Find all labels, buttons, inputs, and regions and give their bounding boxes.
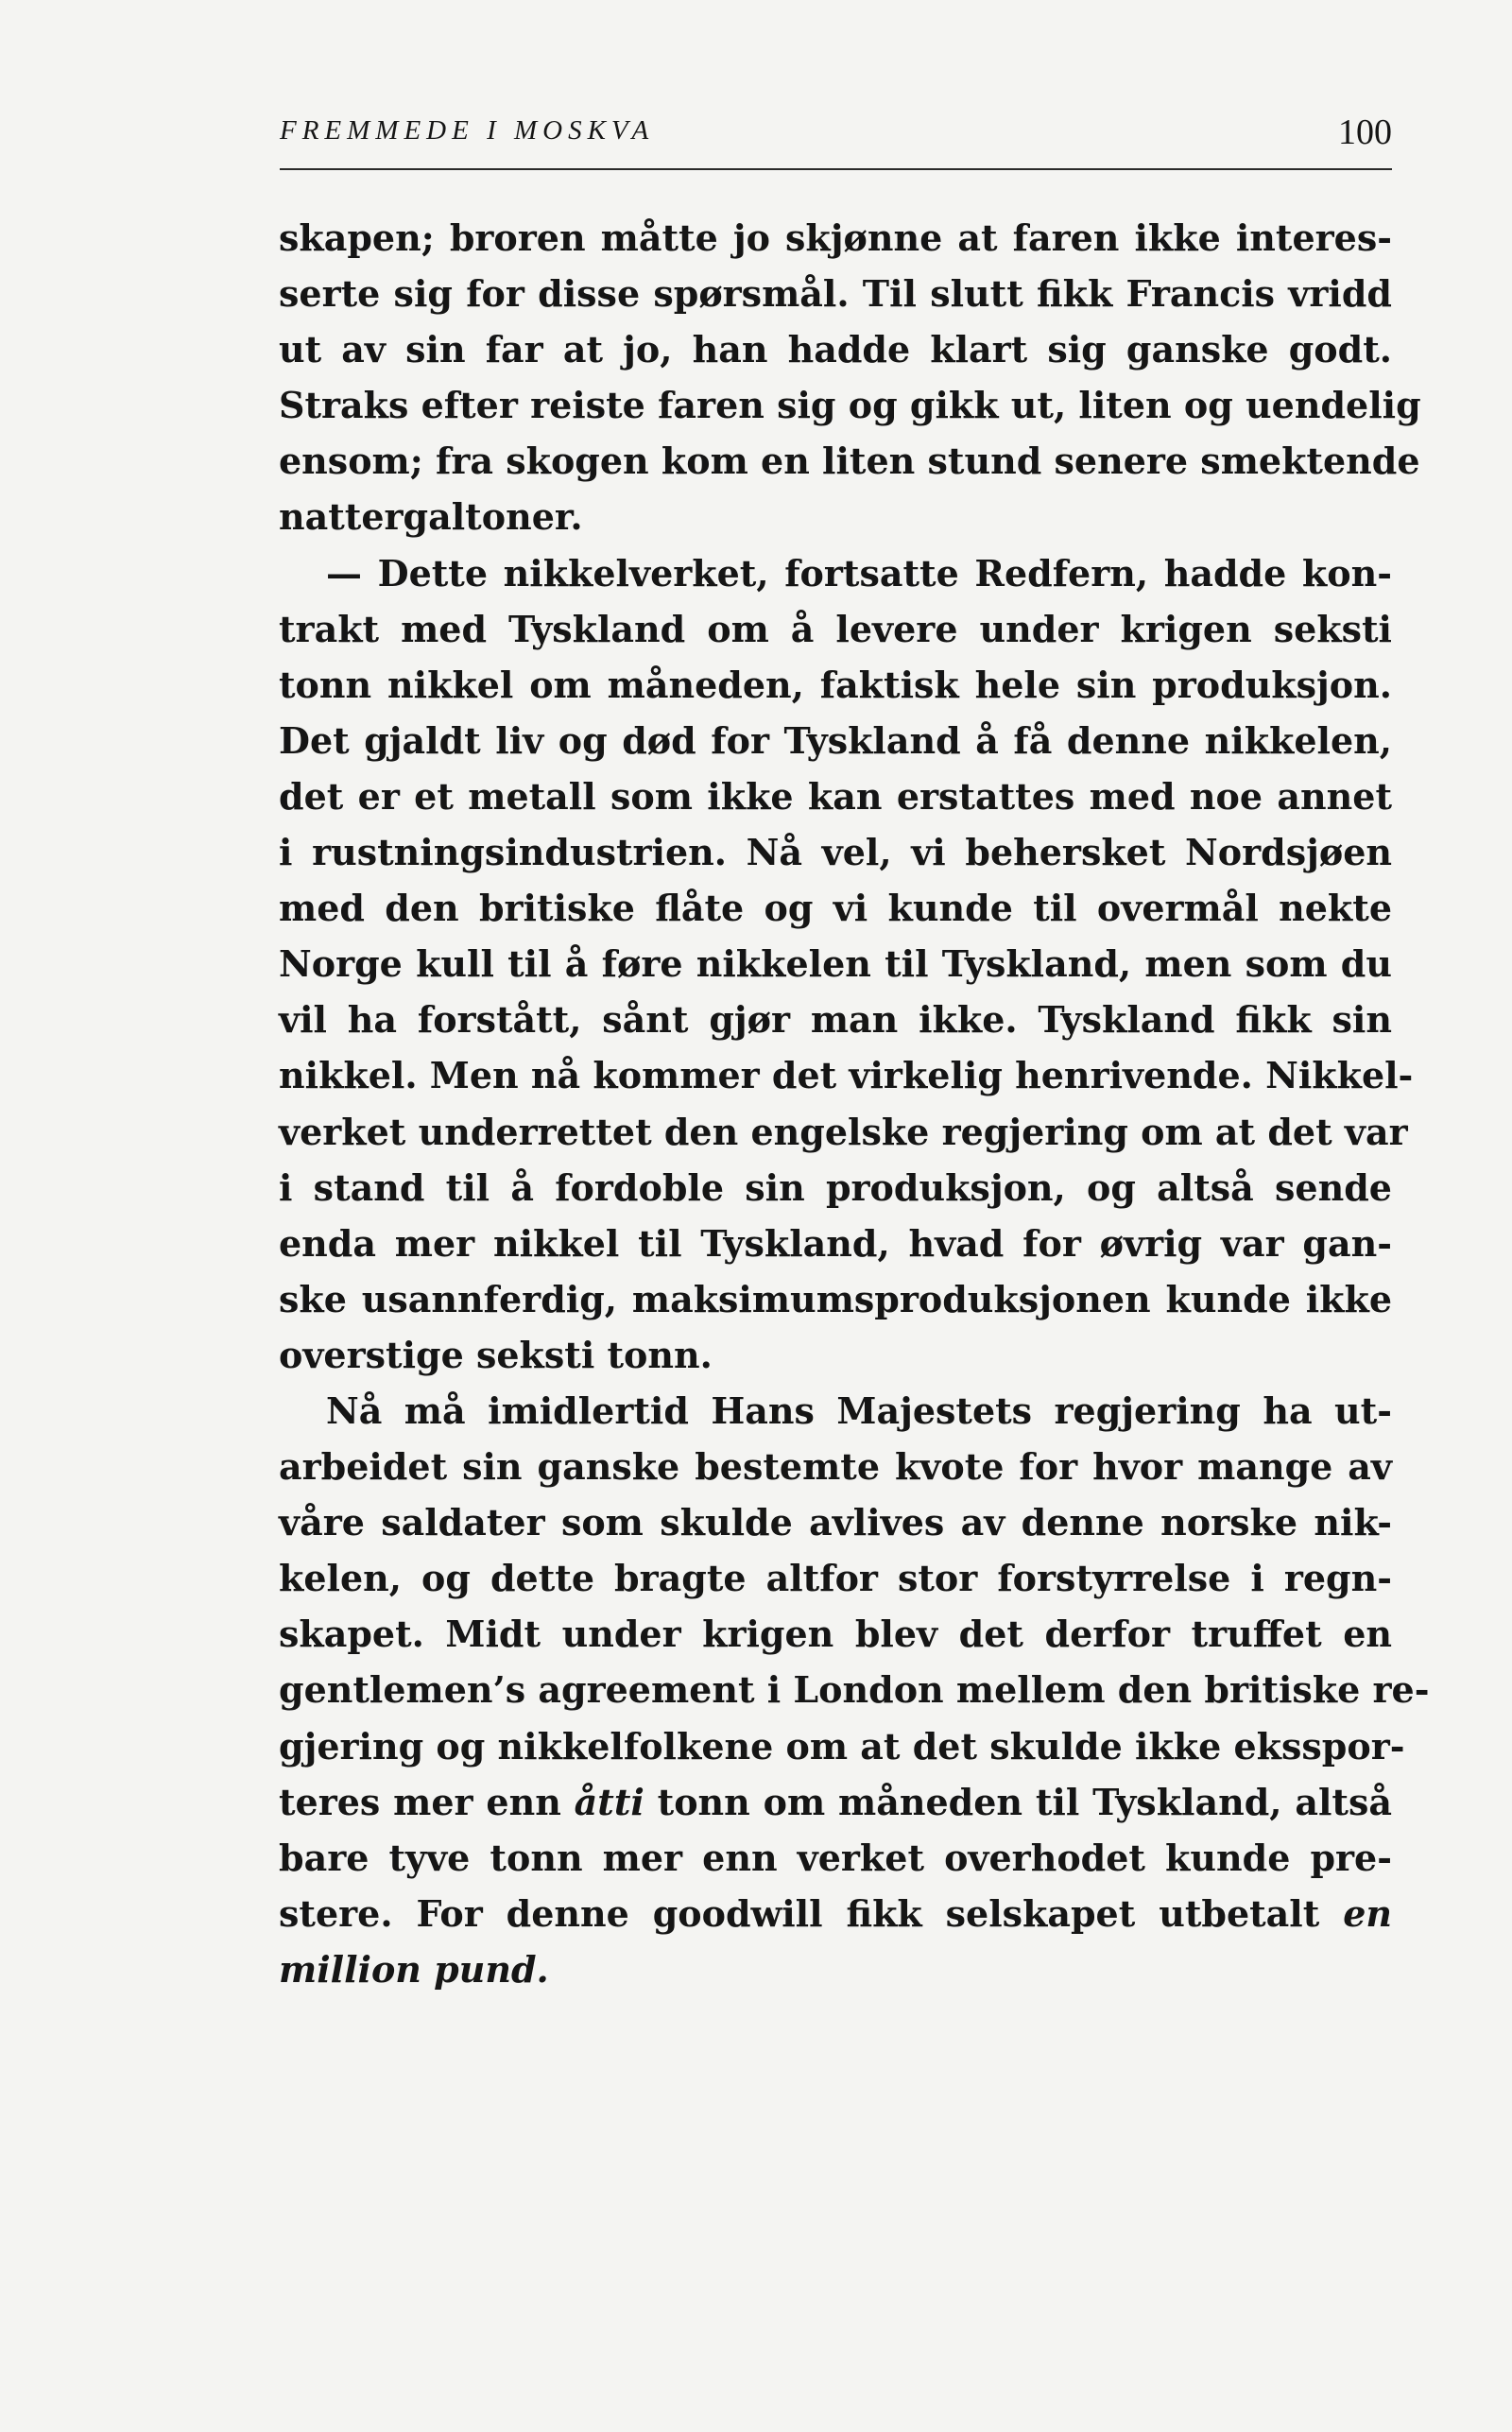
paragraph-1: [279, 210, 1421, 545]
text-line: [279, 1886, 1392, 1941]
text-line: ske usannferdig, maksimumsproduksjonen kunde ikke: [279, 1277, 1392, 1320]
running-title: FREMMEDE I MOSKVA: [280, 115, 655, 146]
text-line: [279, 1774, 1392, 1830]
text-line: vil ha forstått, sånt gjør man ikke. Tyskland fikk sin: [279, 998, 1392, 1042]
text-line: Det gjaldt liv og død for Tyskland å få denne nikkelen,: [279, 718, 1392, 762]
text-line: verket underrettet den engelske regjering om at det var: [279, 1110, 1408, 1153]
text-line: gjering og nikkelfolkene om at det skulde ikke eksspor-: [279, 1724, 1405, 1768]
text-line: overstige seksti tonn.: [279, 1333, 713, 1376]
body-text: [279, 210, 1430, 1997]
text-line: gentlemen’s agreement i London mellem den britiske re-: [279, 1668, 1430, 1712]
text-line: serte sig for disse spørsmål. Til slutt fikk Francis vridd: [279, 272, 1392, 316]
text-line: i stand til å fordoble sin produksjon, og altså sende: [279, 1165, 1392, 1209]
text-line: arbeidet sin ganske bestemte kvote for hvor mange av: [279, 1445, 1392, 1489]
page-number: 100: [1338, 112, 1392, 152]
text-line: våre saldater som skulde avlives av denne norske nik-: [279, 1501, 1392, 1544]
text-segment: teres mer enn: [279, 1780, 575, 1823]
text-line: bare tyve tonn mer enn verket overhodet kunde pre-: [279, 1836, 1392, 1879]
paragraph-2: [279, 545, 1414, 1383]
text-line: enda mer nikkel til Tyskland, hvad for øvrig var gan-: [279, 1221, 1392, 1265]
text-line: ensom; fra skogen kom en liten stund senere smektende: [279, 440, 1420, 483]
text-line: med den britiske flåte og vi kunde til overmål nekte: [279, 887, 1392, 930]
italic-phrase: million pund.: [279, 1947, 549, 1991]
text-line: skapet. Midt under krigen blev det derfor truffet en: [279, 1613, 1392, 1656]
text-line: nikkel. Men nå kommer det virkelig henrivende. Nikkel-: [279, 1054, 1414, 1097]
text-line: Norge kull til å føre nikkelen til Tyskland, men som du: [279, 942, 1392, 986]
text-line: — Dette nikkelverket, fortsatte Redfern, hadde kon-: [326, 551, 1392, 595]
page-header: [280, 112, 1392, 170]
text-line: kelen, og dette bragte altfor stor forstyrrelse i regn-: [279, 1557, 1392, 1600]
italic-word: åtti: [574, 1780, 644, 1823]
italic-word: en: [1343, 1891, 1392, 1935]
text-line: nattergaltoner.: [279, 495, 583, 539]
text-line: tonn nikkel om måneden, faktisk hele sin produksjon.: [279, 663, 1392, 706]
text-line: skapen; broren måtte jo skjønne at faren ikke interes-: [279, 216, 1392, 259]
text-line: i rustningsindustrien. Nå vel, vi behersket Nordsjøen: [279, 831, 1392, 874]
paragraph-3: [279, 1383, 1430, 1997]
text-line: det er et metall som ikke kan erstattes med noe annet: [279, 774, 1392, 818]
text-line: ut av sin far at jo, han hadde klart sig ganske godt.: [279, 328, 1392, 371]
text-line: [279, 1941, 1392, 1997]
text-line: Nå må imidlertid Hans Majestets regjering ha ut-: [326, 1388, 1392, 1432]
text-line: Straks efter reiste faren sig og gikk ut, liten og uendelig: [279, 384, 1421, 427]
text-segment: stere. For denne goodwill fikk selskapet utbetalt: [279, 1891, 1344, 1935]
text-line: trakt med Tyskland om å levere under krigen seksti: [279, 607, 1392, 650]
text-segment: tonn om måneden til Tyskland, altså: [644, 1780, 1392, 1823]
